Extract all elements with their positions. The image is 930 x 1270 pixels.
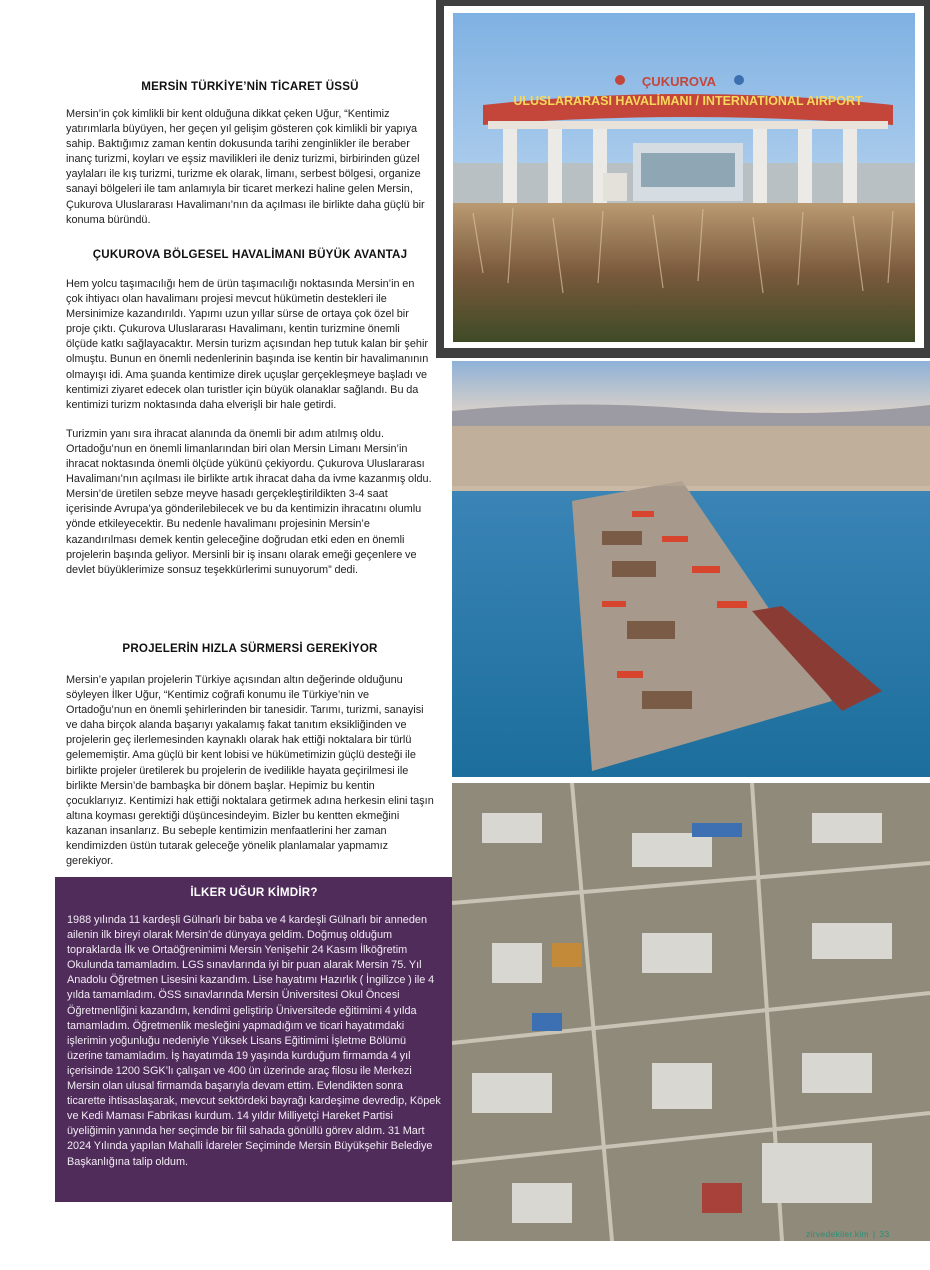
section-projeler: [66, 642, 434, 869]
footer-separator: |: [872, 1229, 876, 1239]
airport-sign-subtitle: ULUSLARARASI HAVALİMANI / INTERNATIONAL AIRPORT: [513, 94, 863, 108]
bio-heading: İLKER UĞUR KİMDİR?: [190, 886, 318, 899]
section-paragraph: Turizmin yanı sıra ihracat alanında da önemli bir adım atılmış oldu. Ortadoğu’nun en önemli limanlarından biri olan Mersin Limanı Mersin’in ihracat noktasında önemli ölçüde yükünü çekiyordu. Çukurova Uluslararası Havalimanı’nın açılması ile birlikte artık ihracat daha da ivme kazanmış oldu. Mersin’de üretilen sebze meyve hasadı gerçekleştirildikten 3-4 saat içerisinde Avrupa’ya gönderilebilecek ve bu da kentimizin ihracatını olumlu yönde etkileyecektir. Bu nedenle havalimanı projesinin Mersin’e kazandırılması demek kentin geleceğine doğrudan etki eden en önemli projelerin başında geliyor. Mersinli bir iş insanı olarak emeği geçenlere ve devlet büyüklerimize sonsuz teşekkürlerimi sunuyorum” dedi.: [66, 427, 432, 576]
page-footer: [806, 1229, 889, 1239]
mersin-port-image: [452, 361, 930, 777]
section-paragraph: Mersin’e yapılan projelerin Türkiye açısından altın değerinde olduğunu söyleyen İlker Uğur, “Kentimiz coğrafi konumu ile Türkiye’nin ve Ortadoğu’nun en önemli şehirlerinden bir tanesidir. Tarımı, turizmi, sanayisi ve daha birçok alanda başarıyı yakalamış fakat tanıtım eksikliğinden ve projelerin geç ilerlemesinden kaynaklı olarak hak ettiği noktalara bir türlü gelememiştir. Ama güçlü bir kent lobisi ve hükümetimizin güçlü desteği ile birlikte projeler üretilerek bu projelerin de ivedilikle hayata geçirilmesi ile birlikte Mersin’de bambaşka bir dönem başlar. Hepimiz bu kentin çocuklarıyız. Kentimizi hak ettiği noktalara getirmek adına herkesin elini taşın altına koyması gerektiği düşüncesindeyim. Bizler bu kentten ekmeğini kazanan insanlarız. Bu sebeple kentimizin menfaatlerini her zaman kendimizden üstün tutarak geleceğe yönelik planlamalar yapmamız gerekiyor.: [66, 674, 434, 868]
footer-site-link[interactable]: zirvedekiler.kim: [806, 1229, 869, 1239]
section-paragraph: Hem yolcu taşımacılığı hem de ürün taşımacılığı noktasında Mersin’in en çok ihtiyacı olan havalimanı projesi mevcut hükümetin destekleri ile Mersinimize kazandırıldı. Yapımı uzun yıllar sürse de ortaya çok özel bir proje çıktı. Çukurova Uluslararası Havalimanı, kentin turizmine önemli ölçüde katkı sağlayacaktır. Mersin turizm açısından hep tutuk kalan bir şehir olmuştu. Bunun en önemli nedenlerinin başında ise kentin bir havalimanının olmayışı idi. Ama şuanda kentimize direk uçuşlar gerçekleşmeye başladı ve kentimizi ziyaret edecek olan turistler için büyük olanaklar sağlandı. Bu da kentimizi turizm noktasında daha elverişli bir hale getirdi.: [66, 278, 429, 411]
section-heading: ÇUKUROVA BÖLGESEL HAVALİMANI BÜYÜK AVANTAJ: [92, 248, 408, 261]
industrial-zone-image: [452, 783, 930, 1241]
airport-photo-border: [444, 6, 924, 348]
bio-paragraph: 1988 yılında 11 kardeşli Gülnarlı bir baba ve 4 kardeşli Gülnarlı bir anneden ailenin ilk bireyi olarak Mersin’de dünyaya geldim. Doğmuş olduğum topraklarda İlk ve Ortaöğrenimimi Mersin Yenişehir 24 Kasım İlköğretim Okulunda tamamladım. LGS sınavlarında iyi bir puan alarak Mersin 75. Yıl Anadolu Öğretmen Lisesini kazandım. Lise hayatımı Hazırlık ( İngilizce ) ile 4 yılda tamamladım. ÖSS sınavlarında Mersin Üniversitesi Okul Öncesi Öğretmenliğini kazandım, kendimi geliştirip Üniversitede eğitimimi 4 yılda tamamladım. Öğretmenlik mesleğini yapmadığım ve ticari hayatımdaki işlerimin yoğunluğu nedeniyle Yüksek Lisans Eğitimimi İşletme Bölümü üzerine tamamladım. İş hayatımda 19 yaşında kurduğum firmamda 4 yıl içerisinde 1200 SGK’lı çalışan ve 400 ün üzerinde araç filosu ile Merkezi Mersin olan ulusal firmamda başarıyla devam ettim. Evlendikten sonra ticarette ihtisaslaşarak, mevcut sektördeki bayrağı kardeşime devredip, Köpek ve Kedi Maması Fabrikası kurdum. 14 yıldır Milliyetçi Hareket Partisi üyeliğimin yanında her seçimde bir fiil sahada gönüllü görev aldım. 31 Mart 2024 Yılında yapılan Mahalli İdareler Seçiminde Mersin Büyükşehir Belediye Başkanlığına talip oldum.: [67, 914, 441, 1168]
section-havalimani: [66, 248, 434, 578]
bio-box: [55, 877, 453, 1202]
industrial-photo: [452, 783, 930, 1241]
page-number: 33: [879, 1229, 890, 1239]
section-paragraph: Mersin’in çok kimlikli bir kent olduğuna dikkat çeken Uğur, “Kentimiz yatırımlarla büyüyen, her geçen yıl gelişim gösteren çok kimlikli bir yapıya sahip. Baktığımız zaman kentin dokusunda tarihi zenginlikler ile beraber inanç turizmi, koyları ve eşsiz mavilikleri ile deniz turizmi, birbirinden güzel yaylaları ile kış turizmi, turizme ek olarak, limanı, serbest bölgesi, organize sanayi bölgeleri ile tam anlamıyla bir ticaret merkezi haline gelen Mersin, Çukurova Uluslararası Havalimanı’nın da açılması ile birlikte daha güçlü bir konuma büründü.: [66, 108, 425, 226]
section-heading: MERSİN TÜRKİYE’NİN TİCARET ÜSSÜ: [141, 80, 359, 93]
port-photo: [452, 361, 930, 777]
airport-photo-frame: [436, 0, 930, 358]
airport-terminal-image: [453, 13, 915, 342]
airport-sign-title: ÇUKUROVA: [641, 74, 717, 89]
section-heading: PROJELERİN HIZLA SÜRMERSİ GEREKİYOR: [122, 642, 378, 655]
airport-photo: [453, 13, 915, 342]
section-ticaret: [66, 80, 434, 228]
